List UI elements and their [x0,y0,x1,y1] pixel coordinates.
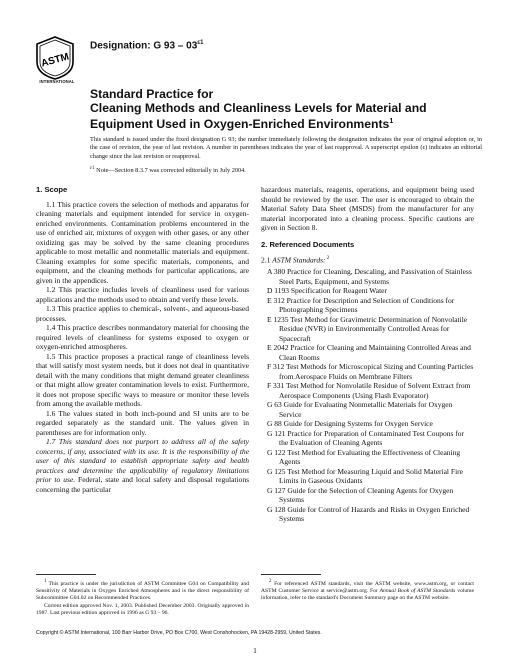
footnote-rule-left [36,574,96,575]
reference-item: G 128 Guide for Control of Hazards and Risks in Oxygen Enriched Systems [267,504,470,523]
page-number: 1 [253,646,257,655]
scope-heading: 1. Scope [36,185,68,194]
title-line-3: Equipment Used in Oxygen-Enriched Environments$^1$ [90,117,394,132]
paragraph-1-4: 1.4 This practice describes nonmandatory material for choosing the required levels of cleanliness for systems exposed to oxygen or oxygen-enriched atmospheres. [36,323,249,351]
paragraph-1-3: 1.3 This practice applies to chemical-, solvent-, and aqueous-based processes. [36,304,249,323]
reference-item: G 88 Guide for Designing Systems for Oxygen Service [267,419,433,428]
paragraph-1-1: 1.1 This practice covers the selection of methods and apparatus for cleaning materials and equipment intended for service in oxygen-enriched environments. Contamination problems encountered in the use of enriched air, mixtures of oxygen with other gases, or any other oxidizing gas may be solved by the same cleaning procedures applicable to most metallic and nonmetallic materials and equipment. Cleaning examples for some specific materials, components, and equipment, and the cleaning methods for particular applications, are given in the appendices. [36,199,249,285]
reference-item: G 121 Practice for Preparation of Contaminated Test Coupons for the Evaluation of Cleaning Agents [267,428,464,447]
reference-item: G 63 Guide for Evaluating Nonmetallic Materials for Oxygen Service [267,400,453,419]
footnote-rule-right [261,574,321,575]
reference-item: G 125 Test Method for Measuring Liquid and Solid Material Fire Limits in Gaseous Oxidants [267,466,463,485]
reference-item: E 312 Practice for Description and Selection of Conditions for Photographing Specimens [267,295,455,314]
designation: Designation: G $93 - 03^{\varepsilon 1}$ [90,40,204,52]
footnote-2: $^2$ For referenced ASTM standards, visit the ASTM website, www.astm.org, or contact ASTM Customer Service at service@astm.org. For Annual Book of ASTM Standards volume information, refer to the standard's Document Summary page on the ASTM website. [261,579,474,602]
issued-note: This standard is issued under the fixed designation G 93; the number immediately following the designation indicates the year of original adoption or, in the case of revision, the year of last revision. A number in parentheses indicates the year of last reapproval. A superscript epsilon (ε) indicates an editorial change since the last revision or reapproval. [90,136,482,160]
right-column [261,185,474,524]
title-line-2: Cleaning Methods and Cleanliness Levels for Material and [90,100,427,115]
title-line-1: Standard Practice for [90,87,214,101]
reference-item: E 1235 Test Method for Gravimetric Determination of Nonvolatile Residue (NVR) in Environmentally Controlled Areas for Spacecraft [267,314,468,343]
reference-item: G 122 Test Method for Evaluating the Effectiveness of Cleaning Agents [267,447,461,466]
logo-org-text: INTERNATIONAL [39,79,75,84]
reference-item: F 331 Test Method for Nonvolatile Residue of Solvent Extract from Aerospace Components (Using Flash Evaporator) [267,381,471,400]
astm-logo [36,36,74,80]
paragraph-1-2: 1.2 This practice includes levels of cleanliness used for various applications and the methods used to obtain and verify these levels. [36,285,249,304]
left-column [36,185,249,494]
reference-item: F 312 Test Methods for Microscopical Sizing and Counting Particles from Aerospace Fluids on Membrane Filters [267,362,474,381]
referenced-documents-heading: 2. Referenced Documents [261,239,355,249]
reference-item: D 1193 Specification for Reagent Water [267,286,387,295]
reference-item: G 127 Guide for the Selection of Cleaning Agents for Oxygen Systems [267,485,454,504]
reference-item: A 380 Practice for Cleaning, Descaling, and Passivation of Stainless Steel Parts, Equipment, and Systems [267,267,472,286]
astm-standards-subheading: 2.1 ASTM Standards: $^2$ [261,255,330,265]
scope-continuation: hazardous materials, reagents, operations, and equipment being used should be reviewed by the user. The user is encouraged to obtain the Material Safety Data Sheet (MSDS) from the manufacturer for any material incorporated into a cleaning process. Specific cautions are given in Section 8. [261,185,474,232]
paragraph-1-5: 1.5 This practice proposes a practical range of cleanliness levels that will satisfy most system needs, but it does not deal in quantitative detail with the many conditions that might demand greater cleanliness or that might allow greater contamination levels to exist. Furthermore, it does not propose specific ways to measure or monitor these levels from among the available methods. [36,351,249,408]
reference-list [261,267,474,524]
reference-item: E 2042 Practice for Cleaning and Maintaining Controlled Areas and Clean Rooms [267,343,471,362]
copyright-line: Copyright © ASTM International, 100 Barr Harbor Drive, PO Box C700, West Conshohocken, PA 19428-2959, United States. [36,630,322,636]
svg-text:ASTM: ASTM [40,51,71,70]
epsilon-note: $^{\varepsilon 1}$ Note—Section 8.3.7 was corrected editorially in July 2004. [90,166,246,175]
paragraph-1-6: 1.6 The values stated in both inch-pound and SI units are to be regarded separately as the standard unit. The values given in parentheses are for information only. [36,408,249,437]
document-title [90,88,480,132]
footnote-1: $^1$ This practice is under the jurisdiction of ASTM Committee G04 on Compatibility and Sensitivity of Materials in Oxygen Enriched Atmospheres and is the direct responsibility of Subcommittee G04.02 on Recommended Practices. Current edition approved Nov. 1, 2003. Published December 2003. Originally approved in 1987. Last previous edition approved in 1996 as G 93 – 96. [36,579,249,617]
paragraph-1-7: 1.7 This standard does not purport to address all of the safety concerns, if any, associated with its use. It is the responsibility of the user of this standard to establish appropriate safety and health practices and determine the applicability of regulatory limitations prior to use. Federal, state and local safety and disposal regulations concerning the particular [36,437,249,494]
